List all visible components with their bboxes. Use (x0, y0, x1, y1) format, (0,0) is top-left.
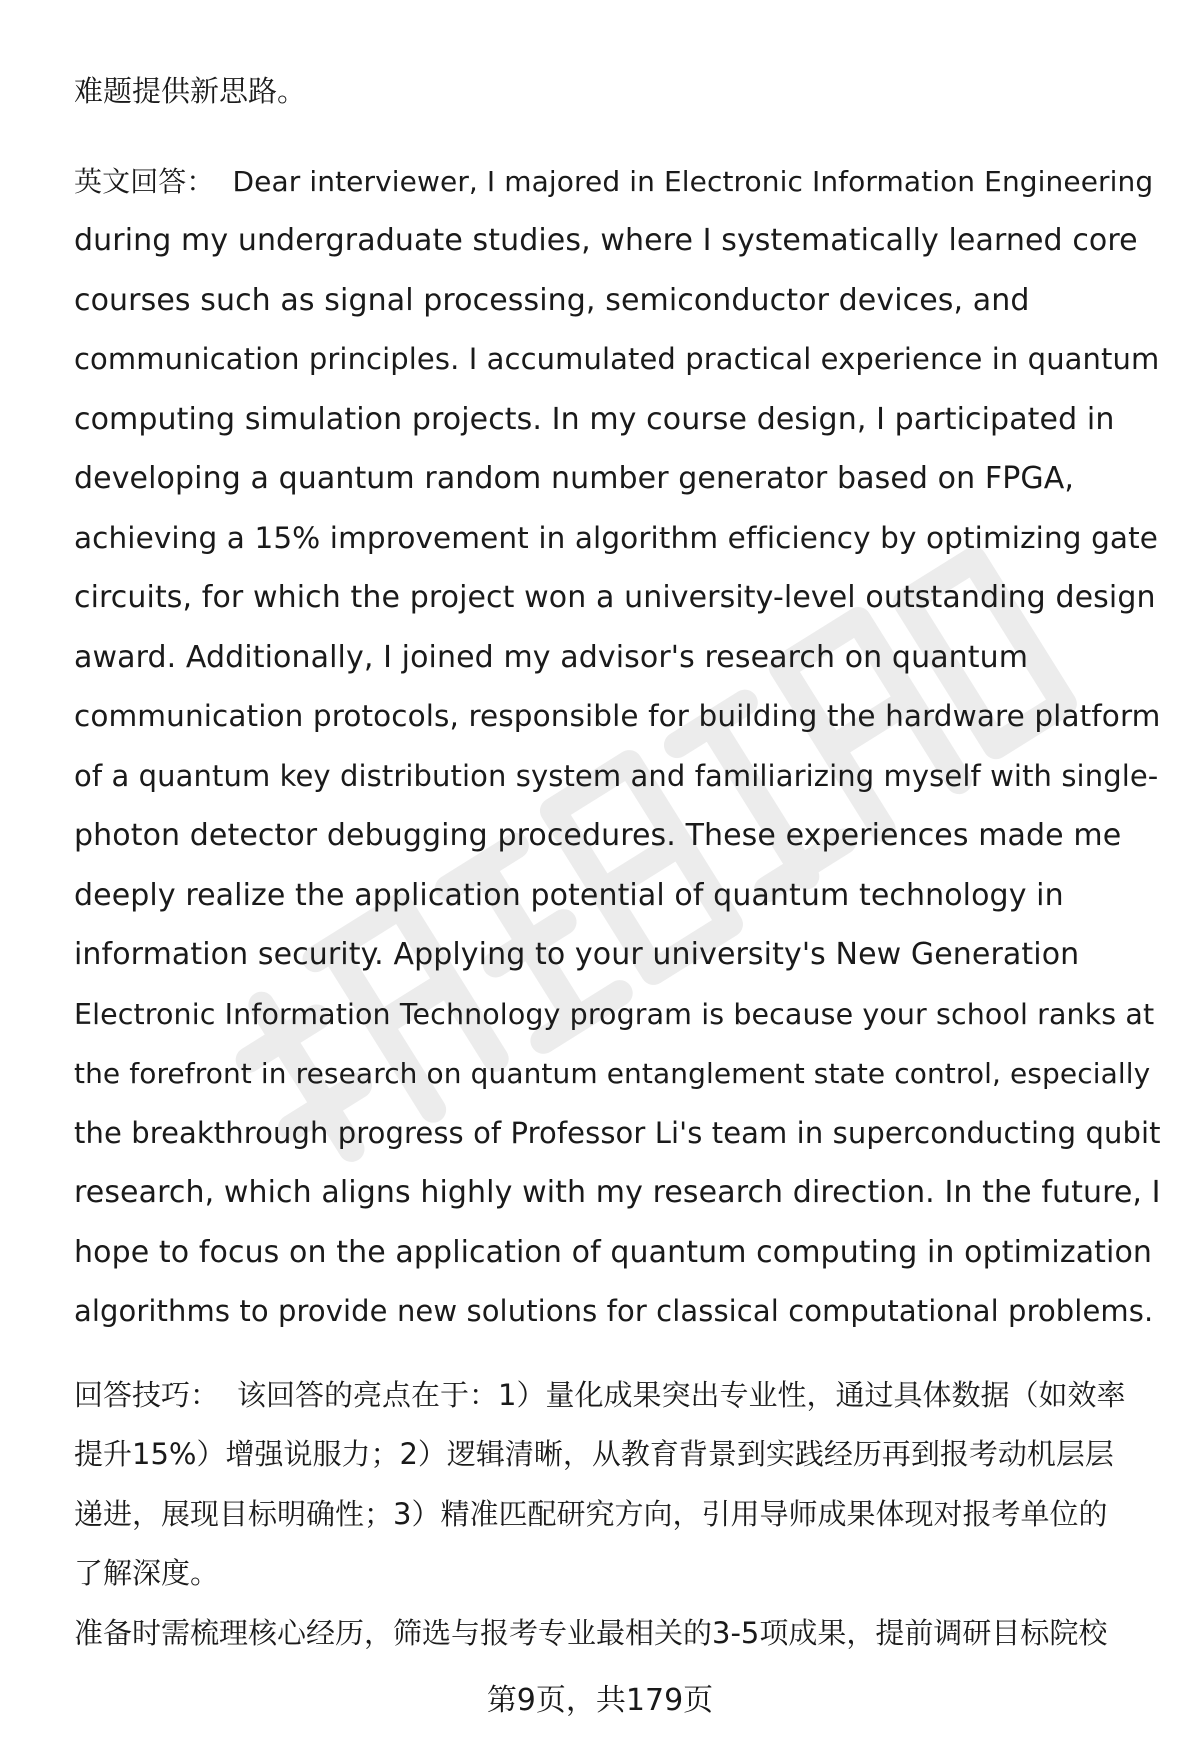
english-answer-line: the forefront in research on quantum entanglement state control, especially (74, 1057, 1151, 1090)
english-answer-label: 英文回答： (74, 164, 215, 198)
page-number-footer: 第9页，共179页 (486, 1683, 714, 1718)
english-answer-line: courses such as signal processing, semiconductor devices, and (74, 282, 1030, 318)
english-answer-line: photon detector debugging procedures. These experiences made me (74, 818, 1122, 853)
english-answer-line: 英文回答： Dear interviewer, I majored in Electronic Information Engineering (74, 164, 1154, 198)
answer-tips-label: 回答技巧： (74, 1377, 220, 1412)
english-answer-line: computing simulation projects. In my course design, I participated in (74, 401, 1115, 437)
continuation-paragraph (74, 62, 1166, 122)
english-answer-line: the breakthrough progress of Professor Li's team in superconducting qubit (74, 1115, 1161, 1150)
continuation-line: 难题提供新思路。 (74, 74, 307, 108)
english-answer-line: of a quantum key distribution system and familiarizing myself with single- (74, 758, 1159, 793)
english-answer-line: deeply realize the application potential of quantum technology in (74, 877, 1064, 913)
english-answer-line: research, which aligns highly with my research direction. In the future, I (74, 1175, 1161, 1210)
english-answer-line: information security. Applying to your university's New Generation (74, 937, 1080, 972)
english-answer-paragraph (74, 152, 1166, 1342)
english-answer-line: algorithms to provide new solutions for classical computational problems. (74, 1294, 1154, 1328)
answer-tips-line: 了解深度。 (74, 1556, 220, 1590)
document-content (74, 62, 1166, 1663)
answer-tips-paragraph (74, 1366, 1166, 1604)
english-answer-line: hope to focus on the application of quantum computing in optimization (74, 1234, 1153, 1270)
preparation-line: 准备时需梳理核心经历，筛选与报考专业最相关的3-5项成果，提前调研目标院校 (74, 1615, 1108, 1650)
english-answer-line: during my undergraduate studies, where I systematically learned core (74, 223, 1138, 258)
english-answer-line: communication protocols, responsible for building the hardware platform (74, 699, 1161, 733)
english-answer-line: developing a quantum random number generator based on FPGA, (74, 461, 1075, 496)
english-answer-line: communication principles. I accumulated practical experience in quantum (74, 342, 1160, 376)
english-answer-line: circuits, for which the project won a university-level outstanding design (74, 580, 1156, 615)
english-answer-line: Electronic Information Technology program is because your school ranks at (74, 997, 1155, 1031)
english-answer-line: award. Additionally, I joined my advisor's research on quantum (74, 639, 1029, 675)
answer-tips-line: 回答技巧： 该回答的亮点在于：1）量化成果突出专业性，通过具体数据（如效率 (74, 1377, 1126, 1412)
english-answer-line: achieving a 15% improvement in algorithm efficiency by optimizing gate (74, 520, 1158, 555)
preparation-paragraph (74, 1604, 1166, 1664)
answer-tips-line: 提升15%）增强说服力；2）逻辑清晰，从教育背景到实践经历再到报考动机层层 (74, 1437, 1114, 1471)
answer-tips-line: 递进，展现目标明确性；3）精准匹配研究方向，引用导师成果体现对报考单位的 (74, 1496, 1108, 1531)
